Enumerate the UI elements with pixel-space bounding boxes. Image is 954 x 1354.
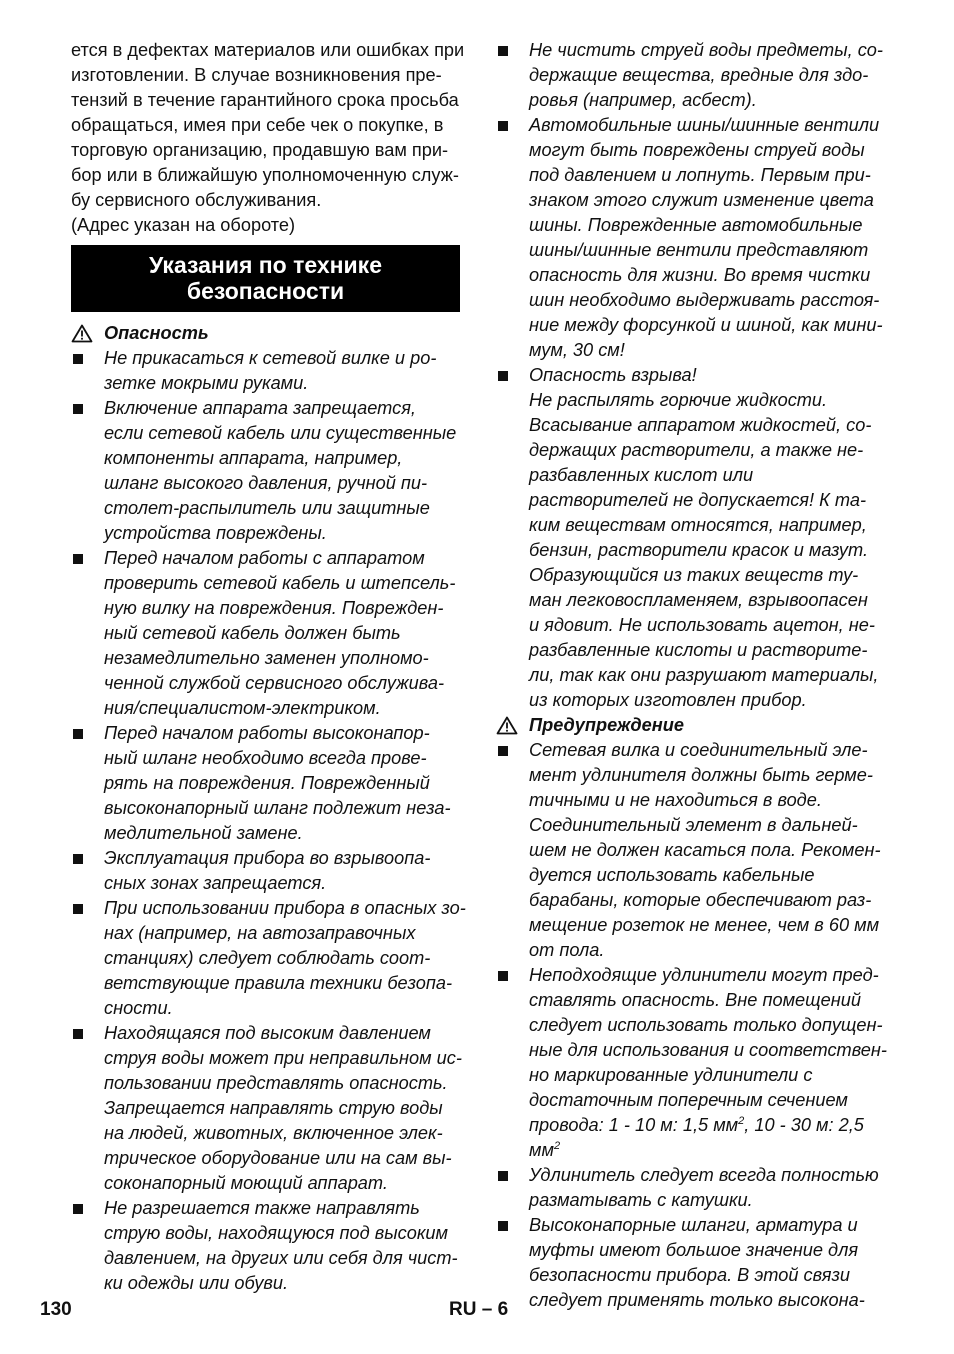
warning-heading <box>496 713 891 738</box>
square-bullet-icon <box>496 113 529 138</box>
square-bullet-icon <box>71 721 104 746</box>
list-item: Высоконапорные шланги, арматура и муфты имеют большое значение для безопасности прибора. В этой связи следует применять только высокона- <box>496 1213 891 1313</box>
square-bullet-icon <box>496 1213 529 1238</box>
list-item: Сетевая вилка и соединительный эле- мент удлинителя должны быть герме- тичными и не находиться в воде. Соединительный элемент в дальней- шем не должен касаться пола. Рекомен- дуется использовать кабельные барабаны, которые обеспечивают раз- мещение розеток не менее, чем в 60 мм от пола. <box>496 738 891 963</box>
square-bullet-icon <box>71 396 104 421</box>
list-item: Включение аппарата запрещается, если сетевой кабель или существенные компоненты аппарата, например, шланг высокого давления, ручной пи- столет-распылитель или защитные устройства повреждены. <box>71 396 466 546</box>
warning-label: Предупреждение <box>529 715 684 735</box>
square-bullet-icon <box>496 363 529 388</box>
square-bullet-icon <box>496 1163 529 1188</box>
page-number: 130 <box>40 1299 72 1320</box>
section-code: RU – 6 <box>449 1299 509 1320</box>
list-item: Автомобильные шины/шинные вентили могут быть повреждены струей воды под давлением и лопнуть. Первым при- знаком этого служит изменение цвета шины. Поврежденные автомобильные шины/шинные вентили представляют опасность для жизни. Во время чистки шин необходимо выдерживать расстоя- ние между форсункой и шиной, как мини- мум, 30 см! <box>496 113 891 363</box>
square-bullet-icon <box>496 38 529 63</box>
square-bullet-icon <box>496 738 529 763</box>
list-item: Находящаяся под высоким давлением струя воды может при неправильном ис- пользовании представлять опасность. Запрещается направлять струю воды на людей, животных, включенное элек- трическое оборудование или на сам вы- соконапорный моющий аппарат. <box>71 1021 466 1196</box>
square-bullet-icon <box>71 1021 104 1046</box>
list-item: Перед началом работы с аппаратом проверить сетевой кабель и штепсель- ную вилку на повреждения. Поврежден- ный сетевой кабель должен быть незамедлительно заменен уполномо- ченной службой сервисного обслужива- ния/специалистом-электриком. <box>71 546 466 721</box>
list-item: Не прикасаться к сетевой вилке и ро- зетке мокрыми руками. <box>71 346 466 396</box>
list-item: При использовании прибора в опасных зо- нах (например, на автозаправочных станциях) следует соблюдать соот- ветствующие правила техники безопа- сности. <box>71 896 466 1021</box>
square-bullet-icon <box>71 1196 104 1221</box>
square-bullet-icon <box>496 963 529 988</box>
square-bullet-icon <box>71 896 104 921</box>
right-column <box>496 38 891 1313</box>
warning-triangle-icon <box>496 713 529 738</box>
list-item: Перед началом работы высоконапор- ный шланг необходимо всегда прове- рять на повреждения. Поврежденный высоконапорный шланг подлежит неза- медлительной замене. <box>71 721 466 846</box>
list-item <box>496 963 891 1163</box>
square-bullet-icon <box>71 846 104 871</box>
danger-label: Опасность <box>104 323 209 343</box>
square-bullet-icon <box>71 346 104 371</box>
intro-paragraph: ется в дефектах материалов или ошибках при изготовлении. В случае возникновения пре- тензий в течение гарантийного срока просьба обращаться, имея при себе чек о покупке, в торговую организацию, продавшую вам при- бор или в ближайшую уполномоченную служ- бу сервисного обслуживания. <box>71 40 465 210</box>
section-heading: Указания по технике безопасности <box>71 245 460 312</box>
list-item: Не разрешается также направлять струю воды, находящуюся под высоким давлением, на других или себя для чист- ки одежды или обуви. <box>71 1196 466 1296</box>
list-item: Эксплуатация прибора во взрывоопа- сных зонах запрещается. <box>71 846 466 896</box>
list-item: Опасность взрыва! Не распылять горючие жидкости. Всасывание аппаратом жидкостей, со- держащих растворители, а также не- разбавленных кислот или растворителей не допускается! К та- ким веществам относятся, например, бензин, растворители красок и мазут. Образующийся из таких веществ ту- ман легковоспламеняем, взрывоопасен и ядовит. Не использовать ацетон, не- разбавленные кислоты и растворите- ли, так как они разрушают материалы, из которых изготовлен прибор. <box>496 363 891 713</box>
warning-triangle-icon <box>71 321 104 346</box>
square-bullet-icon <box>71 546 104 571</box>
list-item: Удлинитель следует всегда полностью разматывать с катушки. <box>496 1163 891 1213</box>
list-item: Не чистить струей воды предметы, со- держащие вещества, вредные для здо- ровья (например, асбест). <box>496 38 891 113</box>
danger-heading <box>71 321 466 346</box>
extension-cable-item: Неподходящие удлинители могут пред- ставлять опасность. Вне помещений следует использовать только допущен- ные для использования и соответствен- но маркированные удлинители с достаточным поперечным сечением провода: 1 - 10 м: 1,5 $мм^2$, 10 - 30 м: 2,5 $мм^2$ <box>529 965 887 1160</box>
left-column <box>71 38 466 1296</box>
address-note: (Адрес указан на обороте) <box>71 215 296 235</box>
